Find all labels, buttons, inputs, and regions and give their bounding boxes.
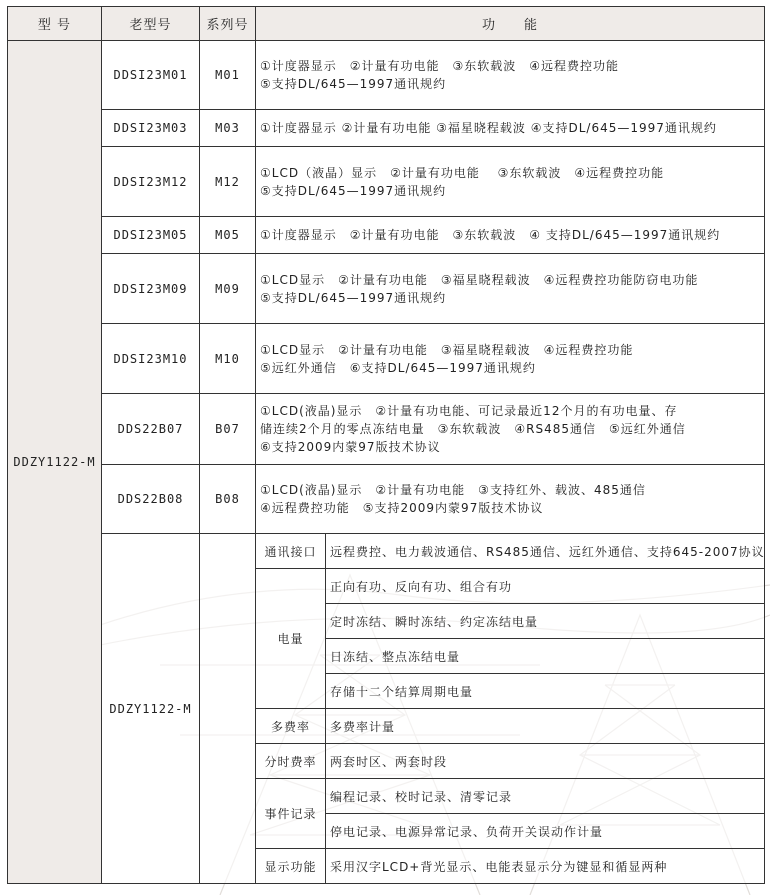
feature-label: 多费率 [256,709,326,744]
feature-value: 编程记录、校时记录、清零记录 [326,779,765,814]
series-cell [200,534,256,884]
series-cell: M12 [200,147,256,217]
feature-value: 采用汉字LCD+背光显示、电能表显示分为键显和循显两种 [326,849,765,884]
function-cell [256,217,765,254]
table-row [8,41,765,110]
table-row [8,110,765,147]
series-cell: M05 [200,217,256,254]
function-line: ⑤支持DL/645—1997通讯规约 [260,77,447,91]
series-cell: B08 [200,465,256,534]
function-cell [256,110,765,147]
table-row [8,394,765,465]
header-model: 型 号 [8,7,102,41]
feature-value: 正向有功、反向有功、组合有功 [326,569,765,604]
old-model-cell: DDSI23M12 [102,147,200,217]
feature-label: 事件记录 [256,779,326,849]
function-line: ⑥支持2009内蒙97版技术协议 [260,440,441,454]
feature-value: 日冻结、整点冻结电量 [326,639,765,674]
feature-value: 多费率计量 [326,709,765,744]
feature-label: 电量 [256,569,326,709]
old-model-cell: DDS22B07 [102,394,200,465]
series-cell: B07 [200,394,256,465]
function-cell [256,41,765,110]
function-line: ①计度器显示 ②计量有功电能 ③福星晓程载波 ④支持DL/645—1997通讯规约 [260,121,717,135]
table-row [8,254,765,324]
group-model-cell: DDZY1122-M [8,41,102,884]
function-line: ①LCD(液晶)显示 ②计量有功电能、可记录最近12个月的有功电量、存 [260,404,678,418]
feature-value: 两套时区、两套时段 [326,744,765,779]
series-cell: M03 [200,110,256,147]
feature-label: 分时费率 [256,744,326,779]
function-cell [256,394,765,465]
old-model-cell: DDSI23M09 [102,254,200,324]
function-line: ①LCD显示 ②计量有功电能 ③福星晓程载波 ④远程费控功能防窃电功能 [260,272,699,287]
function-line: ①计度器显示 ②计量有功电能 ③东软载波 ④远程费控功能 [260,59,620,73]
function-line: ④远程费控功能 ⑤支持2009内蒙97版技术协议 [260,501,544,515]
old-model-cell: DDS22B08 [102,465,200,534]
header-function: 功 能 [256,7,765,41]
old-model-cell: DDSI23M03 [102,110,200,147]
old-model-cell: DDSI23M05 [102,217,200,254]
function-line: 储连续2个月的零点冻结电量 ③东软载波 ④RS485通信 ⑤远红外通信 [260,422,686,436]
feature-value: 停电记录、电源异常记录、负荷开关误动作计量 [326,814,765,849]
function-cell [256,465,765,534]
function-line: ⑤远红外通信 ⑥支持DL/645—1997通讯规约 [260,360,536,375]
feature-value: 远程费控、电力载波通信、RS485通信、远红外通信、支持645-2007协议 [326,534,765,569]
feature-value: 定时冻结、瞬时冻结、约定冻结电量 [326,604,765,639]
header-series: 系列号 [200,7,256,41]
feature-value: 存储十二个结算周期电量 [326,674,765,709]
function-cell [256,147,765,217]
function-line: ⑤支持DL/645—1997通讯规约 [260,183,447,198]
feature-row [8,534,765,569]
function-cell [256,324,765,394]
function-line: ①LCD显示 ②计量有功电能 ③福星晓程载波 ④远程费控功能 [260,342,634,357]
feature-label: 显示功能 [256,849,326,884]
function-line: ①LCD(液晶)显示 ②计量有功电能 ③支持红外、载波、485通信 [260,483,646,497]
table-row [8,324,765,394]
old-model-cell: DDZY1122-M [102,534,200,884]
table-row [8,217,765,254]
function-cell [256,254,765,324]
product-spec-table [7,6,765,884]
old-model-cell: DDSI23M01 [102,41,200,110]
old-model-cell: DDSI23M10 [102,324,200,394]
header-old-model: 老型号 [102,7,200,41]
table-header-row [8,7,765,41]
series-cell: M10 [200,324,256,394]
function-line: ⑤支持DL/645—1997通讯规约 [260,290,447,305]
series-cell: M01 [200,41,256,110]
function-line: ①LCD（液晶）显示 ②计量有功电能 ③东软载波 ④远程费控功能 [260,165,665,180]
series-cell: M09 [200,254,256,324]
function-line: ①计度器显示 ②计量有功电能 ③东软载波 ④ 支持DL/645—1997通讯规约 [260,228,721,242]
feature-label: 通讯接口 [256,534,326,569]
table-row [8,147,765,217]
table-row [8,465,765,534]
